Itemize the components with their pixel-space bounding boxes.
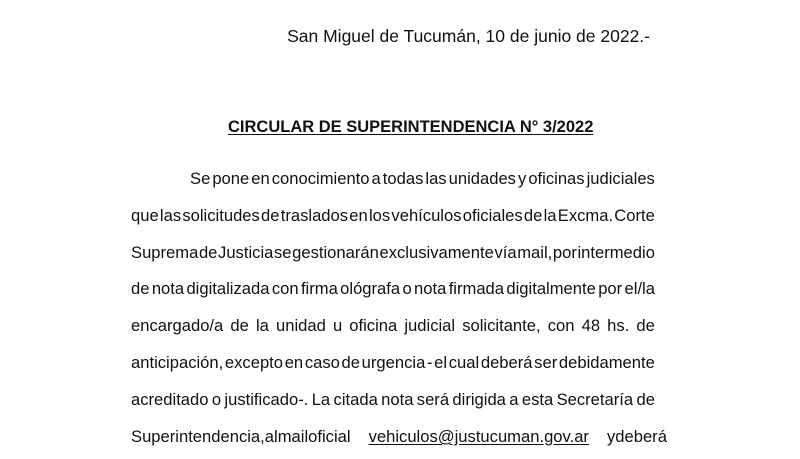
- word: y: [518, 169, 527, 188]
- body-line-7: [131, 382, 655, 419]
- word: nota: [414, 279, 447, 299]
- word: oficial: [308, 426, 351, 446]
- word: que: [131, 205, 159, 225]
- word: hs.: [607, 316, 630, 336]
- word: judicial: [404, 316, 456, 336]
- word: deberá: [615, 426, 667, 446]
- word: todas: [382, 169, 424, 188]
- word: Secretaría: [556, 389, 634, 409]
- word: esta: [521, 389, 554, 409]
- word: de: [261, 205, 280, 225]
- word: de: [230, 316, 249, 336]
- word: y: [606, 426, 616, 446]
- word: intermedio: [577, 242, 655, 262]
- word: con: [271, 279, 299, 299]
- word: Corte: [614, 205, 655, 225]
- word: excepto: [224, 352, 284, 372]
- word: anticipación,: [131, 352, 224, 372]
- word: digitalmente: [506, 279, 596, 299]
- word: el/la: [624, 279, 655, 299]
- word: de: [636, 389, 655, 409]
- word: justificado-.: [224, 389, 309, 409]
- word: solicitante,: [462, 316, 541, 336]
- word: urgencia: [361, 352, 426, 372]
- word: vehículos: [391, 205, 462, 225]
- word: debidamente: [558, 352, 655, 372]
- word: pone: [212, 169, 250, 188]
- body-line-4: [131, 271, 655, 308]
- word: de: [523, 205, 543, 225]
- word: por: [598, 279, 623, 299]
- word: Excma.: [557, 205, 614, 225]
- word: de: [636, 316, 655, 336]
- date-line: San Miguel de Tucumán, 10 de junio de 2022.-: [287, 26, 650, 46]
- word: oficina: [349, 316, 398, 336]
- body-line-3: [131, 235, 655, 272]
- word: caso: [304, 352, 340, 372]
- word: de: [131, 279, 150, 299]
- word: digitalizada: [186, 279, 270, 299]
- word: 48: [581, 316, 601, 336]
- word: nota: [151, 279, 185, 299]
- word: La: [311, 389, 331, 409]
- body-line-6: [131, 345, 655, 382]
- word: en: [349, 205, 368, 225]
- circular-body: [131, 161, 667, 455]
- word: en: [284, 352, 304, 372]
- word: la: [543, 205, 557, 225]
- line-8-words-after: [607, 419, 667, 456]
- word: mail: [277, 426, 309, 446]
- word: o: [402, 279, 412, 299]
- word: mail,: [517, 242, 553, 262]
- word: acreditado: [131, 389, 209, 409]
- word: firma: [300, 279, 338, 299]
- word: oficiales: [462, 205, 523, 225]
- word: los: [368, 205, 391, 225]
- word: unidad: [275, 316, 326, 336]
- word: ser: [534, 352, 558, 372]
- word: las: [425, 169, 447, 188]
- word: vía: [494, 242, 517, 262]
- word: cual: [448, 352, 480, 372]
- word: Superintendencia,: [131, 426, 265, 446]
- word: u: [332, 316, 343, 336]
- body-line-5: [131, 308, 655, 345]
- word: el: [434, 352, 448, 372]
- email-link[interactable]: vehiculos@justucuman.gov.ar: [368, 426, 589, 446]
- word: judiciales: [586, 169, 655, 188]
- word: será: [416, 389, 450, 409]
- word: con: [547, 316, 575, 336]
- word: gestionarán: [292, 242, 379, 262]
- word: las: [159, 205, 182, 225]
- word: -: [426, 352, 433, 372]
- word: firmada: [448, 279, 505, 299]
- line-8-words: [131, 419, 351, 456]
- word: conocimiento: [271, 169, 370, 188]
- word: Suprema: [131, 242, 199, 262]
- word: a: [509, 389, 519, 409]
- circular-title: CIRCULAR DE SUPERINTENDENCIA N° 3/2022: [228, 118, 594, 136]
- word: al: [264, 426, 278, 446]
- word: Justicia: [218, 242, 274, 262]
- word: dirigida: [452, 389, 506, 409]
- word: de: [341, 352, 360, 372]
- word: traslados: [280, 205, 349, 225]
- word: o: [211, 389, 222, 409]
- word: a: [371, 169, 381, 188]
- word: ológrafa: [340, 279, 401, 299]
- word: encargado/a: [131, 316, 224, 336]
- word: por: [552, 242, 577, 262]
- word: de: [198, 242, 218, 262]
- body-line-2: [131, 198, 655, 235]
- body-line-1: [131, 161, 655, 198]
- word: unidades: [448, 169, 516, 188]
- word: Se: [190, 169, 211, 188]
- word: oficinas: [528, 169, 585, 188]
- word: la: [255, 316, 269, 336]
- word: deberá: [480, 352, 533, 372]
- word: en: [251, 169, 270, 188]
- body-line-8: [131, 419, 667, 456]
- word: se: [273, 242, 292, 262]
- word: nota: [381, 389, 414, 409]
- word: solicitudes: [182, 205, 260, 225]
- word: citada: [333, 389, 378, 409]
- word: exclusivamente: [379, 242, 494, 262]
